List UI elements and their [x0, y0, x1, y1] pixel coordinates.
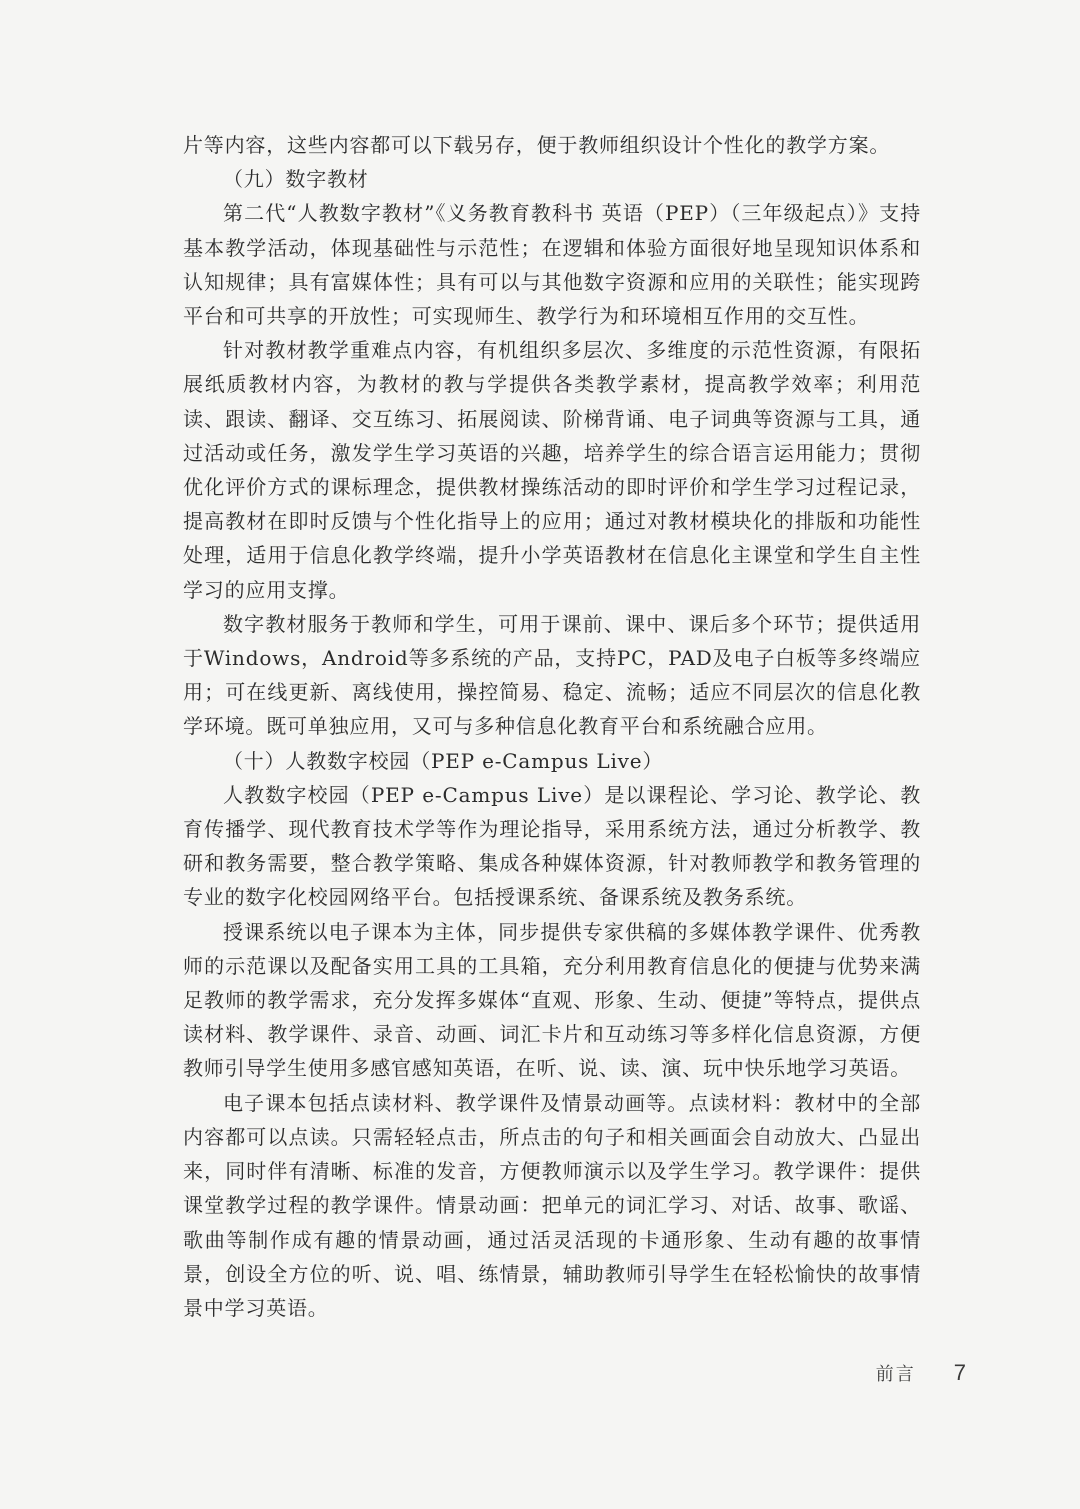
paragraph-continuation: 片等内容，这些内容都可以下载另存，便于教师组织设计个性化的教学方案。: [183, 133, 891, 157]
page-footer: [876, 1360, 966, 1386]
paragraph: 授课系统以电子课本为主体，同步提供专家供稿的多媒体教学课件、优秀教师的示范课以及配备实用工具的工具箱，充分利用教育信息化的便捷与优势来满足教师的教学需求，充分发挥多媒体“直观、形象、生动、便捷”等特点，提供点读材料、教学课件、录音、动画、词汇卡片和互动练习等多样化信息资源，方便教师引导学生使用多感官感知英语，在听、说、读、演、玩中快乐地学习英语。: [183, 919, 921, 1081]
paragraph: 第二代“人教数字教材”《义务教育教科书 英语（PEP）（三年级起点）》支持基本教学活动，体现基础性与示范性；在逻辑和体验方面很好地呈现知识体系和认知规律；具有富媒体性；具有可以与其他数字资源和应用的关联性；能实现跨平台和可共享的开放性；可实现师生、教学行为和环境相互作用的交互性。: [183, 201, 921, 329]
page-body: [183, 128, 921, 1325]
section-heading-digital-campus: （十）人教数字校园（PEP e-Campus Live）: [223, 748, 664, 773]
paragraph: 电子课本包括点读材料、教学课件及情景动画等。点读材料：教材中的全部内容都可以点读。只需轻轻点击，所点击的句子和相关画面会自动放大、凸显出来，同时伴有清晰、标准的发音，方便教师演示以及学生学习。教学课件：提供课堂教学过程的教学课件。情景动画：把单元的词汇学习、对话、故事、歌谣、歌曲等制作成有趣的情景动画，通过活灵活现的卡通形象、生动有趣的故事情景，创设全方位的听、说、唱、练情景，辅助教师引导学生在轻松愉快的故事情景中学习英语。: [183, 1090, 921, 1320]
paragraph: 针对教材教学重难点内容，有机组织多层次、多维度的示范性资源，有限拓展纸质教材内容，为教材的教与学提供各类教学素材，提高教学效率；利用范读、跟读、翻译、交互练习、拓展阅读、阶梯背诵、电子词典等资源与工具，通过活动或任务，激发学生学习英语的兴趣，培养学生的综合语言运用能力；贯彻优化评价方式的课标理念，提供教材操练活动的即时评价和学生学习过程记录，提高教材在即时反馈与个性化指导上的应用；通过对教材模块化的排版和功能性处理，适用于信息化教学终端，提升小学英语教材在信息化主课堂和学生自主性学习的应用支撑。: [183, 338, 921, 602]
footer-section-label: 前言: [875, 1364, 916, 1385]
page-number: 7: [953, 1360, 966, 1385]
paragraph: 数字教材服务于教师和学生，可用于课前、课中、课后多个环节；提供适用于Windows，Android等多系统的产品，支持PC，PAD及电子白板等多终端应用；可在线更新、离线使用，操控简易、稳定、流畅；适应不同层次的信息化教学环境。既可单独应用，又可与多种信息化教育平台和系统融合应用。: [183, 611, 921, 739]
paragraph: 人教数字校园（PEP e-Campus Live）是以课程论、学习论、教学论、教育传播学、现代教育技术学等作为理论指导，采用系统方法，通过分析教学、教研和教务需要，整合教学策略、集成各种媒体资源，针对教师教学和教务管理的专业的数字化校园网络平台。包括授课系统、备课系统及教务系统。: [183, 782, 921, 910]
section-heading-digital-textbook: （九）数字教材: [223, 167, 369, 192]
